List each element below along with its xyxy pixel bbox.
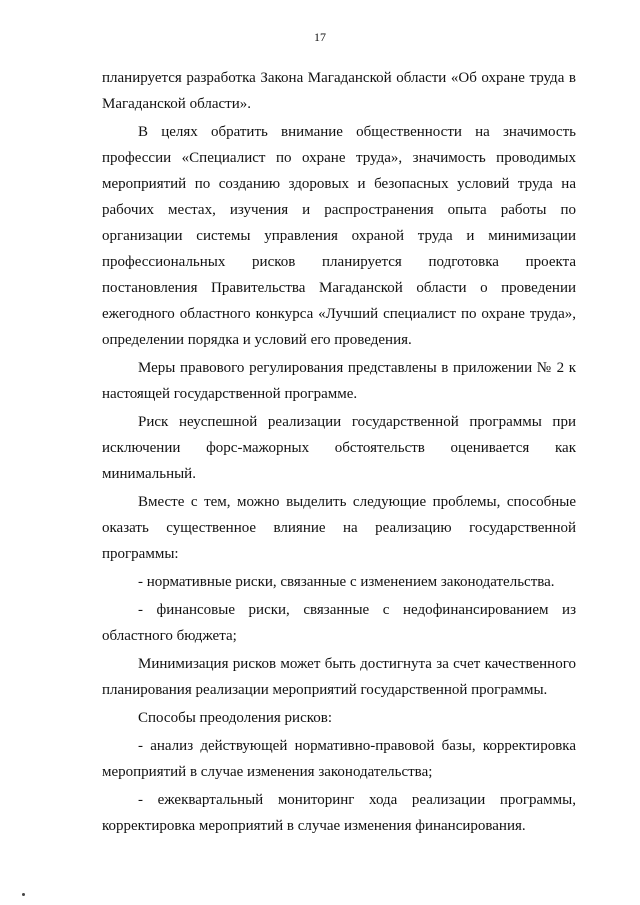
paragraph-overcoming-methods: Способы преодоления рисков: (138, 710, 333, 726)
paragraph-problems-intro: Вместе с тем, можно выделить следующие проблемы, способные оказать существенное влияние на реализацию государственной программы: (102, 494, 576, 562)
list-item-financial-risks: - финансовые риски, связанные с недофинансированием из областного бюджета; (102, 602, 576, 644)
document-body (102, 65, 576, 839)
paragraph-risk-minimization: Минимизация рисков может быть достигнута за счет качественного планирования реализации мероприятий государственной программы. (102, 656, 576, 698)
paragraph-regulation-measures: Меры правового регулирования представлены в приложении № 2 к настоящей государственной программе. (102, 360, 576, 402)
paragraph-risk-assessment: Риск неуспешной реализации государственной программы при исключении форс-мажорных обстоятельств оценивается как минимальный. (102, 414, 576, 482)
list-item-quarterly-monitoring: - ежеквартальный мониторинг хода реализации программы, корректировка мероприятий в случае изменения финансирования. (102, 792, 576, 834)
page-number: 17 (314, 30, 326, 44)
scan-artifact-dot (22, 893, 25, 896)
paragraph-contest: В целях обратить внимание общественности на значимость профессии «Специалист по охране труда», значимость проводимых мероприятий по созданию здоровых и безопасных условий труда на рабочих местах, изучения и распространения опыта работы по организации системы управления охраной труда и минимизации профессиональных рисков планируется подготовка проекта постановления Правительства Магаданской области о проведении ежегодного областного конкурса «Лучший специалист по охране труда», определении порядка и условий его проведения. (102, 124, 576, 348)
paragraph-law-development: планируется разработка Закона Магаданской области «Об охране труда в Магаданской области». (102, 70, 576, 112)
list-item-normative-risks: - нормативные риски, связанные с изменением законодательства. (138, 574, 555, 590)
list-item-legal-analysis: - анализ действующей нормативно-правовой базы, корректировка мероприятий в случае изменения законодательства; (102, 738, 576, 780)
